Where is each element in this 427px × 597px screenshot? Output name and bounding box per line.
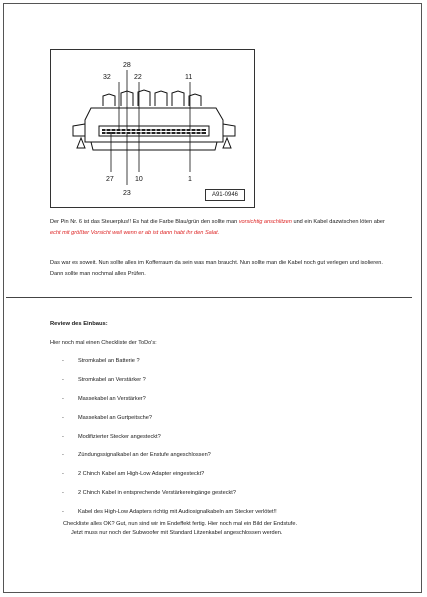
paragraph-text: Der Pin Nr. 6 ist das Steuerplus!! Es hat die Farbe Blau/grün den sollte man: [50, 219, 239, 225]
checklist-item-text: Modifizierter Stecker angesteckt?: [78, 433, 161, 440]
pin-label-28: 28: [123, 62, 131, 69]
checklist-item: [60, 450, 277, 469]
checklist-item-text: Stromkabel an Verstärker ?: [78, 376, 146, 383]
bullet: -: [62, 452, 64, 459]
bullet: -: [62, 509, 64, 516]
bullet: -: [62, 433, 64, 440]
checklist-item-text: 2 Chinch Kabel in entsprechende Verstärkereingänge gesteckt?: [78, 490, 236, 497]
bullet: -: [62, 490, 64, 497]
bullet: -: [62, 395, 64, 402]
bullet: -: [62, 471, 64, 478]
section-divider: [6, 297, 412, 298]
pin-label-1: 1: [188, 176, 192, 183]
connector-diagram: [50, 49, 255, 208]
connector-drawing: [51, 50, 256, 209]
review-heading: Review des Einbaus:: [50, 321, 108, 327]
checklist-item: [60, 394, 277, 413]
checklist-item-text: Massekabel an Gurtpeitsche?: [78, 414, 153, 421]
checklist-item-text: Massekabel an Verstärker?: [78, 395, 146, 402]
pin-label-10: 10: [135, 176, 143, 183]
pin-label-27: 27: [106, 176, 114, 183]
bullet: -: [62, 358, 64, 364]
checklist-item-text: Stromkabel an Batterie ?: [78, 358, 140, 364]
checklist-item-text: Kabel des High-Low Adapters richtig mit Audiosignalkabeln am Stecker verlötet!!: [78, 509, 277, 516]
pin-label-32: 32: [103, 74, 111, 81]
checklist-intro: Hier noch mal einen Checkliste der ToDo's:: [50, 340, 157, 346]
checklist-item: [60, 413, 277, 432]
checklist-item: [60, 375, 277, 394]
paragraph-text: und ein Kabel dazwischen löten aber: [291, 219, 385, 225]
pin-label-23: 23: [123, 190, 131, 197]
bullet: -: [62, 414, 64, 421]
figure-id-label: A91-0946: [205, 189, 245, 201]
summary-paragraph: Das war es soweit. Nun sollte alles im Kofferraum da sein was man braucht. Nun sollte man die Kabel noch gut verlegen und isolieren. Dann sollte man nochmal alles Prüfen.: [50, 260, 383, 277]
checklist-item: [60, 488, 277, 507]
checklist-item: [60, 356, 277, 375]
checklist: [60, 356, 277, 526]
closing-line: Checkliste alles OK? Gut, nun sind wir im Endeffekt fertig. Hier noch mal ein Bild der Endstufe.: [63, 521, 298, 527]
pin-warning-paragraph: [50, 217, 385, 239]
checklist-item-text: 2 Chinch Kabel am High-Low Adapter eingesteckt?: [78, 471, 205, 478]
checklist-item: [60, 432, 277, 451]
checklist-item-text: Zündungssignalkabel an der Enstufe angeschlossen?: [78, 452, 211, 459]
pin-label-11: 11: [185, 74, 193, 81]
bullet: -: [62, 376, 64, 383]
pin-label-22: 22: [134, 74, 142, 81]
warning-text: echt mit größter Vorsicht weil wenn er ab ist dann habt ihr den Salat.: [50, 230, 220, 236]
closing-line: Jetzt muss nur noch der Subwoofer mit Standard Litzenkabel angeschlossen werden.: [71, 530, 283, 536]
warning-text: vorsichtig anschlitzen: [238, 219, 292, 225]
closing-paragraph: [63, 520, 383, 538]
checklist-item: [60, 469, 277, 488]
